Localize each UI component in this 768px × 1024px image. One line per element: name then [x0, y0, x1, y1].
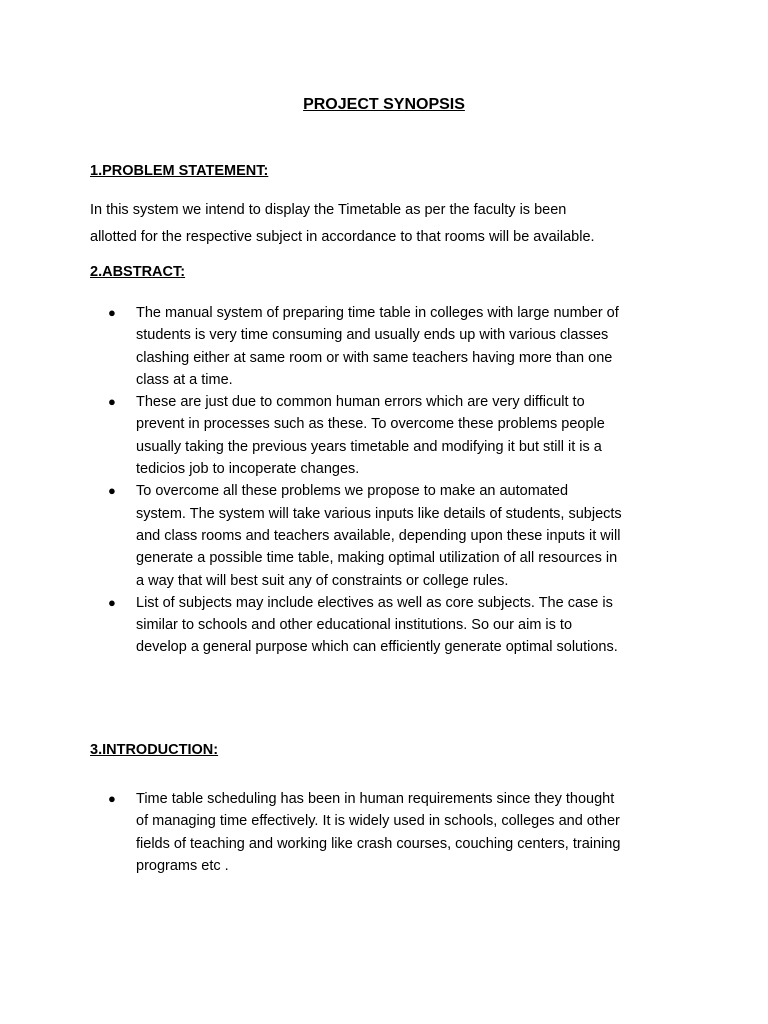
bullet-icon: ●	[108, 394, 116, 410]
bullet-line: system. The system will take various inputs like details of students, subjects	[136, 505, 622, 522]
list-item	[108, 480, 698, 591]
bullet-line: clashing either at same room or with same teachers having more than one	[136, 349, 613, 366]
bullet-line: The manual system of preparing time table in colleges with large number of	[136, 305, 619, 321]
bullet-line: usually taking the previous years timetable and modifying it but still it is a	[136, 438, 602, 455]
bullet-line: fields of teaching and working like crash courses, couching centers, training	[136, 835, 621, 852]
bullet-line: class at a time.	[136, 371, 233, 388]
bullet-line: List of subjects may include electives as well as core subjects. The case is	[136, 594, 613, 611]
document-title: PROJECT SYNOPSIS	[303, 96, 465, 113]
bullet-line: prevent in processes such as these. To overcome these problems people	[136, 416, 605, 433]
bullet-line: a way that will best suit any of constraints or college rules.	[136, 572, 509, 589]
list-item	[108, 302, 698, 391]
problem-statement-text	[90, 197, 690, 251]
list-item	[108, 788, 698, 877]
paragraph-line: allotted for the respective subject in accordance to that rooms will be available.	[90, 229, 595, 245]
abstract-heading-text: 2.ABSTRACT	[90, 264, 181, 280]
bullet-icon: ●	[108, 483, 116, 499]
bullet-line: programs etc .	[136, 857, 229, 874]
bullet-line: These are just due to common human errors which are very difficult to	[136, 394, 585, 411]
abstract-heading	[90, 264, 185, 280]
list-item	[108, 592, 698, 659]
paragraph-line: In this system we intend to display the Timetable as per the faculty is been	[90, 202, 567, 218]
bullet-line: and class rooms and teachers available, depending upon these inputs it will	[136, 527, 621, 544]
bullet-line: To overcome all these problems we propose to make an automated	[136, 483, 569, 500]
bullet-icon: ●	[108, 305, 116, 320]
bullet-line: similar to schools and other educational institutions. So our aim is to	[136, 617, 573, 634]
problem-statement-heading: 1.PROBLEM STATEMENT:	[90, 163, 269, 179]
bullet-line: students is very time consuming and usually ends up with various classes	[136, 327, 609, 344]
bullet-line: develop a general purpose which can efficiently generate optimal solutions.	[136, 639, 618, 656]
bullet-line: Time table scheduling has been in human requirements since they thought	[136, 791, 615, 807]
bullet-icon: ●	[108, 594, 116, 610]
introduction-heading: 3.INTRODUCTION:	[90, 742, 219, 758]
abstract-heading-colon: :	[180, 264, 186, 280]
abstract-bullet-list	[108, 302, 698, 659]
bullet-icon: ●	[108, 791, 116, 806]
bullet-line: tedicios job to incoperate changes.	[136, 461, 360, 478]
introduction-bullet-list	[108, 788, 698, 877]
bullet-line: of managing time effectively. It is widely used in schools, colleges and other	[136, 813, 620, 830]
bullet-line: generate a possible time table, making optimal utilization of all resources in	[136, 550, 618, 567]
list-item	[108, 391, 698, 480]
